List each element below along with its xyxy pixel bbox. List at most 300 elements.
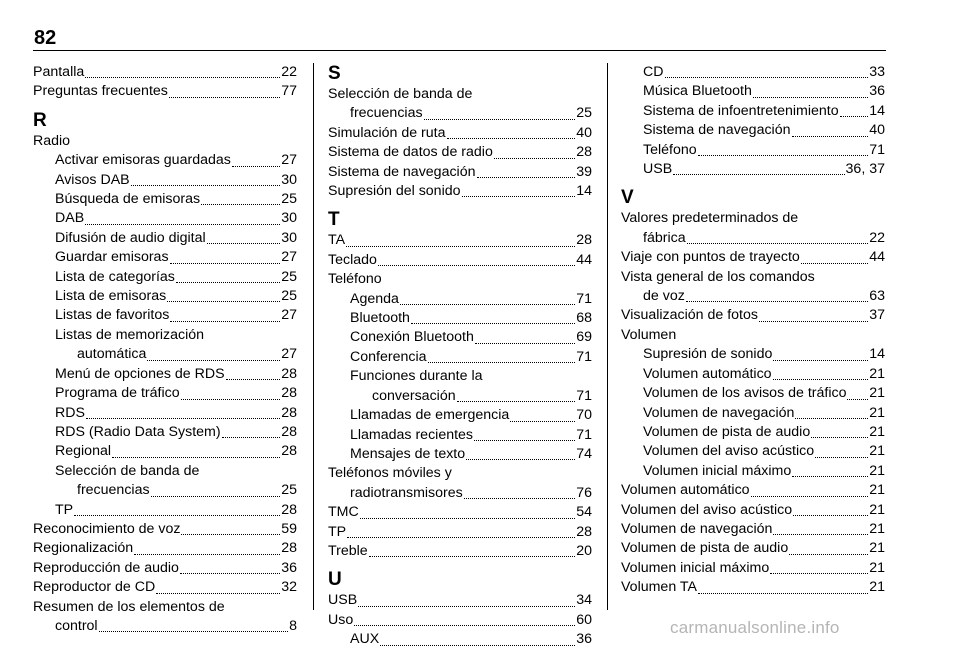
index-entry-label-cont: frecuencias bbox=[350, 105, 423, 122]
dot-leader bbox=[85, 224, 280, 225]
index-entry-page: 54 bbox=[576, 504, 592, 521]
dot-leader bbox=[792, 476, 868, 477]
index-entry-page: 36 bbox=[576, 631, 592, 648]
index-entry[interactable] bbox=[33, 268, 297, 287]
index-entry-page: 30 bbox=[281, 171, 297, 188]
index-entry-page: 27 bbox=[281, 307, 297, 324]
index-column-3 bbox=[621, 63, 885, 598]
index-entry-page: 34 bbox=[576, 592, 592, 609]
index-entry-page: 21 bbox=[869, 385, 885, 402]
index-entry-label: Volumen del aviso acústico bbox=[643, 443, 815, 460]
index-entry[interactable] bbox=[328, 328, 592, 347]
index-entry[interactable] bbox=[33, 539, 297, 558]
index-entry-page: 63 bbox=[869, 288, 885, 305]
index-entry-label: Volumen inicial máximo bbox=[643, 462, 792, 479]
index-entry-page: 71 bbox=[576, 290, 592, 307]
index-entry-page: 70 bbox=[576, 407, 592, 424]
index-entry[interactable] bbox=[328, 591, 592, 610]
dot-leader bbox=[346, 246, 575, 247]
dot-leader bbox=[411, 323, 575, 324]
index-entry-continuation bbox=[33, 617, 297, 636]
index-column-2 bbox=[328, 63, 592, 650]
dot-leader bbox=[207, 243, 281, 244]
dot-leader bbox=[811, 437, 868, 438]
index-entry-label: Volumen TA bbox=[621, 579, 697, 596]
index-entry[interactable] bbox=[33, 326, 297, 365]
index-entry-label: Selección de banda de bbox=[328, 86, 473, 102]
index-entry-label: USB bbox=[643, 161, 673, 178]
index-entry[interactable] bbox=[33, 209, 297, 228]
index-entry-label: Conferencia bbox=[350, 348, 427, 365]
index-entry-label: Volumen de pista de audio bbox=[621, 540, 789, 557]
dot-leader bbox=[201, 204, 280, 205]
index-entry-page: 22 bbox=[869, 229, 885, 246]
dot-leader bbox=[428, 362, 576, 363]
index-entry-page: 28 bbox=[281, 404, 297, 421]
header-rule bbox=[33, 50, 886, 51]
index-entry-page: 36 bbox=[281, 559, 297, 576]
index-entry-label: Llamadas recientes bbox=[350, 426, 474, 443]
index-entry-page: 28 bbox=[281, 540, 297, 557]
index-entry-page: 36 bbox=[869, 83, 885, 100]
index-entry-page: 71 bbox=[576, 348, 592, 365]
index-entry[interactable] bbox=[621, 442, 885, 461]
index-entry[interactable] bbox=[33, 287, 297, 306]
dot-leader bbox=[85, 77, 280, 78]
index-entry[interactable] bbox=[328, 290, 592, 309]
index-entry-page: 21 bbox=[869, 579, 885, 596]
index-entry-label: Preguntas frecuentes bbox=[33, 83, 168, 100]
dot-leader bbox=[424, 119, 576, 120]
dot-leader bbox=[151, 496, 281, 497]
index-entry-label: Sistema de datos de radio bbox=[328, 144, 493, 161]
column-divider bbox=[313, 63, 314, 610]
index-entry[interactable] bbox=[328, 445, 592, 464]
page-number: 82 bbox=[34, 27, 57, 49]
index-entry-page: 30 bbox=[281, 210, 297, 227]
index-entry[interactable] bbox=[33, 365, 297, 384]
index-entry-label: Supresión del sonido bbox=[328, 183, 461, 200]
dot-leader bbox=[792, 136, 869, 137]
index-entry-label: Reconocimiento de voz bbox=[33, 520, 181, 537]
index-entry[interactable] bbox=[33, 598, 297, 637]
dot-leader bbox=[170, 321, 280, 322]
index-entry-continuation bbox=[621, 229, 885, 248]
index-entry[interactable] bbox=[621, 559, 885, 578]
dot-leader bbox=[360, 518, 575, 519]
index-entry[interactable] bbox=[621, 160, 885, 179]
index-entry[interactable] bbox=[328, 85, 592, 124]
index-entry-label: Conexión Bluetooth bbox=[350, 329, 474, 346]
index-entry-label: Viaje con puntos de trayecto bbox=[621, 249, 800, 266]
dot-leader bbox=[378, 265, 575, 266]
index-entry-page: 28 bbox=[281, 423, 297, 440]
dot-leader bbox=[759, 321, 868, 322]
index-entry-label: Volumen automático bbox=[643, 365, 772, 382]
index-entry-page: 33 bbox=[869, 64, 885, 80]
dot-leader bbox=[358, 606, 575, 607]
index-entry[interactable] bbox=[621, 209, 885, 248]
index-entry-label: Sistema de navegación bbox=[328, 163, 476, 180]
dot-leader bbox=[475, 343, 575, 344]
index-entry-page: 69 bbox=[576, 329, 592, 346]
index-entry-page: 28 bbox=[576, 232, 592, 249]
index-entry[interactable] bbox=[33, 404, 297, 423]
index-entry-page: 27 bbox=[281, 152, 297, 169]
index-entry[interactable] bbox=[328, 464, 592, 503]
index-entry-label: Volumen inicial máximo bbox=[621, 559, 770, 576]
index-entry-page: 28 bbox=[576, 523, 592, 540]
index-entry[interactable] bbox=[33, 82, 297, 101]
index-letter-heading: R bbox=[33, 109, 47, 131]
index-entry[interactable] bbox=[328, 367, 592, 406]
index-entry-label: Mensajes de texto bbox=[350, 445, 466, 462]
dot-leader bbox=[131, 185, 281, 186]
index-entry[interactable] bbox=[328, 124, 592, 143]
index-entry[interactable] bbox=[33, 520, 297, 539]
watermark: carmanualsonline.info bbox=[670, 618, 840, 637]
index-entry-page: 21 bbox=[869, 404, 885, 421]
index-entry[interactable] bbox=[328, 523, 592, 542]
index-entry[interactable] bbox=[621, 102, 885, 121]
dot-leader bbox=[112, 457, 280, 458]
index-entry-label: Valores predeterminados de bbox=[621, 210, 799, 227]
dot-leader bbox=[222, 437, 281, 438]
index-entry-heading: Radio bbox=[33, 132, 71, 149]
dot-leader bbox=[466, 459, 575, 460]
index-entry-page: 28 bbox=[281, 385, 297, 402]
index-entry-page: 77 bbox=[281, 83, 297, 100]
index-entry[interactable] bbox=[328, 231, 592, 250]
index-entry-label-cont: conversación bbox=[372, 387, 456, 404]
dot-leader bbox=[232, 166, 280, 167]
index-entry[interactable] bbox=[328, 503, 592, 522]
column-divider bbox=[607, 63, 608, 610]
index-column-1 bbox=[33, 63, 297, 636]
dot-leader bbox=[180, 573, 280, 574]
index-entry-label-cont: fábrica bbox=[643, 229, 686, 246]
index-entry-label: Activar emisoras guardadas bbox=[55, 152, 231, 169]
index-entry-page: 25 bbox=[281, 482, 297, 499]
index-entry[interactable] bbox=[621, 268, 885, 307]
dot-leader bbox=[464, 498, 575, 499]
dot-leader bbox=[457, 401, 576, 402]
index-entry[interactable] bbox=[33, 559, 297, 578]
index-entry-label: Reproductor de CD bbox=[33, 579, 156, 596]
index-entry[interactable] bbox=[621, 365, 885, 384]
index-entry[interactable] bbox=[621, 578, 885, 597]
index-entry-label: Programa de tráfico bbox=[55, 385, 180, 402]
dot-leader bbox=[462, 196, 576, 197]
index-entry-page: 71 bbox=[869, 141, 885, 158]
index-entry-page: 28 bbox=[281, 365, 297, 382]
index-entry[interactable] bbox=[33, 423, 297, 442]
index-entry-label: Visualización de fotos bbox=[621, 307, 758, 324]
index-entry-page: 21 bbox=[869, 520, 885, 537]
dot-leader bbox=[795, 418, 868, 419]
index-entry[interactable] bbox=[33, 384, 297, 403]
index-entry[interactable] bbox=[621, 82, 885, 101]
index-entry-page: 21 bbox=[869, 423, 885, 440]
dot-leader bbox=[447, 138, 576, 139]
index-entry-label: TP bbox=[55, 501, 74, 518]
index-entry[interactable] bbox=[33, 171, 297, 190]
index-entry-label: Listas de favoritos bbox=[55, 307, 170, 324]
index-entry-label: Volumen del aviso acústico bbox=[621, 501, 793, 518]
index-entry-label: TP bbox=[328, 523, 347, 540]
index-entry[interactable] bbox=[33, 442, 297, 461]
index-entry-continuation bbox=[621, 287, 885, 306]
index-entry[interactable] bbox=[621, 462, 885, 481]
index-entry-page: 60 bbox=[576, 611, 592, 628]
index-entry-label: Pantalla bbox=[33, 64, 85, 80]
index-entry-page: 68 bbox=[576, 310, 592, 327]
index-entry-page: 32 bbox=[281, 579, 297, 596]
dot-leader bbox=[510, 421, 575, 422]
index-entry[interactable] bbox=[33, 578, 297, 597]
index-entry[interactable] bbox=[328, 251, 592, 270]
index-entry[interactable] bbox=[33, 190, 297, 209]
index-entry[interactable] bbox=[621, 248, 885, 267]
index-entry-page: 71 bbox=[576, 426, 592, 443]
index-entry[interactable] bbox=[621, 345, 885, 364]
index-entry[interactable] bbox=[621, 141, 885, 160]
index-entry-label: Regional bbox=[55, 443, 112, 460]
index-entry-page: 20 bbox=[576, 542, 592, 559]
index-entry[interactable] bbox=[33, 248, 297, 267]
dot-leader bbox=[134, 554, 280, 555]
dot-leader bbox=[369, 556, 576, 557]
dot-leader bbox=[181, 399, 281, 400]
dot-leader bbox=[773, 534, 868, 535]
dot-leader bbox=[687, 243, 869, 244]
index-entry-page: 25 bbox=[281, 268, 297, 285]
index-entry-page: 22 bbox=[281, 64, 297, 80]
index-entry[interactable] bbox=[328, 309, 592, 328]
dot-leader bbox=[494, 158, 575, 159]
index-entry-page: 21 bbox=[869, 559, 885, 576]
index-entry-continuation bbox=[55, 345, 297, 364]
index-entry[interactable] bbox=[328, 542, 592, 561]
dot-leader bbox=[793, 515, 868, 516]
index-entry-page: 36, 37 bbox=[845, 161, 885, 178]
dot-leader bbox=[815, 457, 868, 458]
dot-leader bbox=[99, 631, 289, 632]
index-entry-label-cont: de voz bbox=[643, 288, 685, 305]
index-entry-label: DAB bbox=[55, 210, 85, 227]
index-entry[interactable] bbox=[33, 63, 297, 82]
index-entry-page: 76 bbox=[576, 484, 592, 501]
index-entry[interactable] bbox=[621, 404, 885, 423]
index-letter-heading: V bbox=[621, 187, 634, 209]
index-entry-label: Treble bbox=[328, 542, 368, 559]
index-entry[interactable] bbox=[328, 163, 592, 182]
index-entry-page: 74 bbox=[576, 445, 592, 462]
index-entry-page: 44 bbox=[869, 249, 885, 266]
dot-leader bbox=[347, 537, 575, 538]
index-entry-label: Música Bluetooth bbox=[643, 83, 752, 100]
index-entry-page: 25 bbox=[576, 105, 592, 122]
index-entry-label: Reproducción de audio bbox=[33, 559, 179, 576]
dot-leader bbox=[753, 97, 868, 98]
index-entry-page: 27 bbox=[281, 249, 297, 266]
index-entry-label: Menú de opciones de RDS bbox=[55, 365, 225, 382]
index-entry[interactable] bbox=[33, 306, 297, 325]
dot-leader bbox=[74, 515, 280, 516]
dot-leader bbox=[698, 593, 868, 594]
index-entry-label: Búsqueda de emisoras bbox=[55, 191, 201, 208]
index-entry-label: Difusión de audio digital bbox=[55, 229, 206, 246]
index-entry-continuation bbox=[328, 104, 592, 123]
index-entry-label: TA bbox=[328, 232, 346, 249]
index-entry-label: Lista de emisoras bbox=[55, 288, 167, 305]
index-entry-label: Vista general de los comandos bbox=[621, 268, 815, 285]
index-entry-label: Selección de banda de bbox=[55, 462, 200, 479]
dot-leader bbox=[170, 263, 281, 264]
index-entry[interactable] bbox=[33, 229, 297, 248]
index-entry-label: Funciones durante la bbox=[350, 368, 483, 385]
index-entry[interactable] bbox=[621, 121, 885, 140]
index-entry[interactable] bbox=[621, 63, 885, 82]
dot-leader bbox=[751, 496, 869, 497]
index-entry-label: RDS bbox=[55, 404, 85, 421]
index-entry-label: Regionalización bbox=[33, 540, 134, 557]
index-entry-page: 40 bbox=[869, 122, 885, 139]
index-entry-label: Simulación de ruta bbox=[328, 124, 446, 141]
index-entry-heading: Teléfono bbox=[328, 271, 382, 288]
index-letter-heading: U bbox=[328, 569, 342, 591]
index-entry-label: Volumen automático bbox=[621, 482, 750, 499]
index-entry-page: 14 bbox=[869, 346, 885, 363]
index-entry[interactable] bbox=[328, 182, 592, 201]
index-entry-page: 28 bbox=[576, 144, 592, 161]
index-entry-page: 25 bbox=[281, 288, 297, 305]
index-entry-label: Guardar emisoras bbox=[55, 249, 169, 266]
index-entry[interactable] bbox=[621, 423, 885, 442]
index-entry-label: Bluetooth bbox=[350, 310, 410, 327]
index-entry[interactable] bbox=[328, 406, 592, 425]
index-entry-page: 27 bbox=[281, 346, 297, 363]
index-entry[interactable] bbox=[328, 611, 592, 630]
index-entry-label: Volumen de navegación bbox=[643, 404, 795, 421]
index-entry-heading: Volumen bbox=[621, 326, 677, 343]
dot-leader bbox=[665, 77, 869, 78]
index-entry-label: Sistema de navegación bbox=[643, 122, 791, 139]
index-entry-label: Sistema de infoentretenimiento bbox=[643, 102, 839, 119]
index-entry-page: 28 bbox=[281, 443, 297, 460]
dot-leader bbox=[147, 360, 280, 361]
index-entry-label-cont: frecuencias bbox=[77, 482, 150, 499]
index-entry-label: Volumen de navegación bbox=[621, 520, 773, 537]
dot-leader bbox=[181, 534, 280, 535]
index-entry-label: USB bbox=[328, 592, 358, 609]
index-entry-label-cont: radiotransmisores bbox=[350, 484, 463, 501]
index-entry[interactable] bbox=[33, 501, 297, 520]
index-entry-page: 21 bbox=[869, 462, 885, 479]
dot-leader bbox=[474, 440, 575, 441]
index-entry-label-cont: automática bbox=[77, 346, 147, 363]
index-entry-page: 30 bbox=[281, 229, 297, 246]
dot-leader bbox=[156, 593, 280, 594]
index-entry-label: Teléfono bbox=[643, 141, 697, 158]
index-entry[interactable] bbox=[621, 501, 885, 520]
dot-leader bbox=[169, 97, 280, 98]
index-entry[interactable] bbox=[621, 481, 885, 500]
index-entry-page: 28 bbox=[281, 501, 297, 518]
index-entry-continuation bbox=[328, 484, 592, 503]
index-entry-label: Resumen de los elementos de bbox=[33, 598, 225, 615]
index-entry-page: 14 bbox=[869, 102, 885, 119]
dot-leader bbox=[686, 301, 868, 302]
dot-leader bbox=[789, 554, 868, 555]
index-entry-page: 21 bbox=[869, 501, 885, 518]
dot-leader bbox=[773, 360, 868, 361]
index-entry-label: Teléfonos móviles y bbox=[328, 465, 452, 482]
index-entry[interactable] bbox=[328, 426, 592, 445]
index-entry-label: TMC bbox=[328, 504, 359, 521]
dot-leader bbox=[840, 116, 869, 117]
index-entry-page: 8 bbox=[289, 617, 297, 634]
index-letter-heading: T bbox=[328, 209, 340, 231]
index-entry[interactable] bbox=[328, 348, 592, 367]
dot-leader bbox=[167, 301, 280, 302]
index-entry-page: 25 bbox=[281, 191, 297, 208]
dot-leader bbox=[86, 418, 280, 419]
index-entry-page: 71 bbox=[576, 387, 592, 404]
index-entry-label: Listas de memorización bbox=[55, 326, 205, 343]
dot-leader bbox=[226, 379, 281, 380]
dot-leader bbox=[673, 174, 844, 175]
dot-leader bbox=[770, 573, 868, 574]
index-entry-label: Volumen de pista de audio bbox=[643, 423, 811, 440]
dot-leader bbox=[847, 399, 868, 400]
index-entry[interactable] bbox=[33, 151, 297, 170]
dot-leader bbox=[773, 379, 869, 380]
index-entry-label: CD bbox=[643, 64, 664, 80]
index-entry-page: 14 bbox=[576, 183, 592, 200]
index-entry[interactable] bbox=[621, 520, 885, 539]
index-entry-label: Lista de categorías bbox=[55, 268, 175, 285]
index-entry-label: Agenda bbox=[350, 290, 399, 307]
dot-leader bbox=[354, 625, 575, 626]
dot-leader bbox=[801, 263, 868, 264]
index-entry-label: Volumen de los avisos de tráfico bbox=[643, 385, 847, 402]
index-entry[interactable] bbox=[621, 384, 885, 403]
index-entry-page: 44 bbox=[576, 251, 592, 268]
index-entry-page: 21 bbox=[869, 365, 885, 382]
index-entry[interactable] bbox=[621, 539, 885, 558]
index-entry-label-cont: control bbox=[55, 617, 98, 634]
index-entry-label: AUX bbox=[350, 631, 380, 648]
index-entry[interactable] bbox=[33, 462, 297, 501]
index-entry-continuation bbox=[55, 481, 297, 500]
dot-leader bbox=[477, 177, 576, 178]
dot-leader bbox=[176, 282, 280, 283]
index-entry-page: 21 bbox=[869, 540, 885, 557]
index-entry-page: 37 bbox=[869, 307, 885, 324]
index-entry-page: 21 bbox=[869, 482, 885, 499]
index-entry-label: Avisos DAB bbox=[55, 171, 130, 188]
dot-leader bbox=[698, 155, 869, 156]
index-entry-page: 39 bbox=[576, 163, 592, 180]
index-entry[interactable] bbox=[328, 630, 592, 649]
index-entry[interactable] bbox=[328, 143, 592, 162]
index-entry-page: 40 bbox=[576, 124, 592, 141]
index-entry-label: RDS (Radio Data System) bbox=[55, 423, 221, 440]
index-entry[interactable] bbox=[621, 306, 885, 325]
index-entry-page: 21 bbox=[869, 443, 885, 460]
index-entry-label: Llamadas de emergencia bbox=[350, 407, 510, 424]
